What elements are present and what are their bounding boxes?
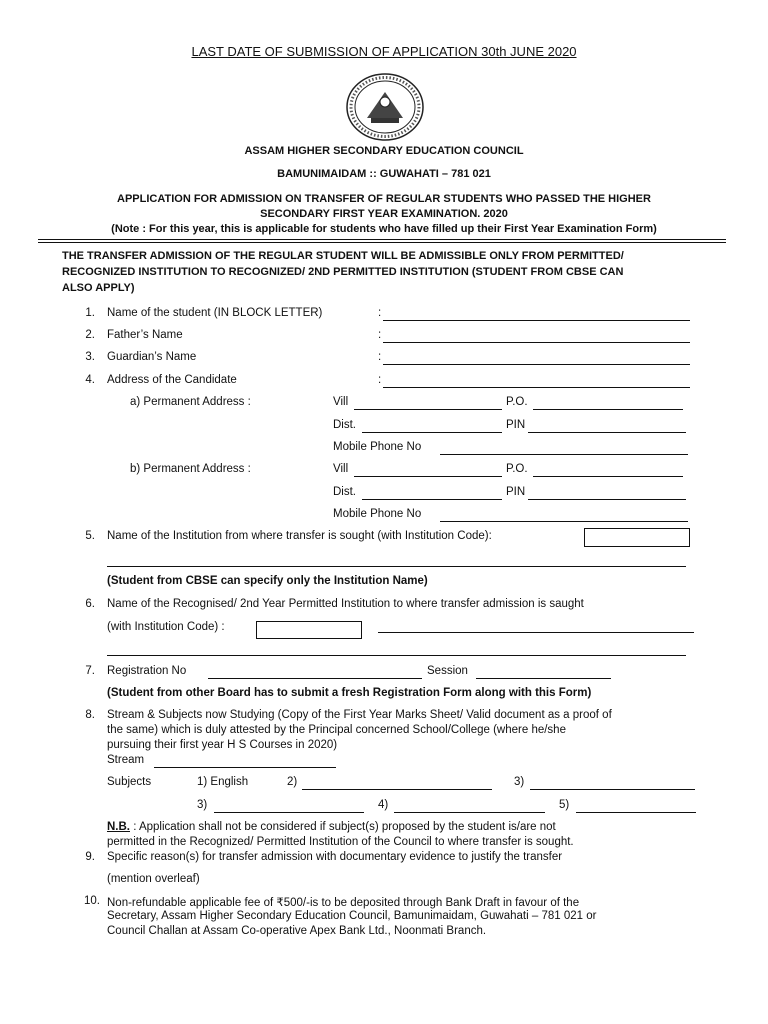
registration-label: Registration No xyxy=(107,665,187,677)
other-board-note: (Student from other Board has to submit a fresh Registration Form along with this Form) xyxy=(107,687,592,699)
form-title-line1: APPLICATION FOR ADMISSION ON TRANSFER OF REGULAR STUDENTS WHO PASSED THE HIGHER xyxy=(117,193,651,205)
dist-label: Dist. xyxy=(333,419,356,431)
item-number: 3. xyxy=(85,351,95,363)
nb-note-line1 xyxy=(107,821,556,833)
stream-subjects-line3: pursuing their first year H S Courses in 2020) xyxy=(107,739,338,751)
colon: : xyxy=(378,351,382,363)
intro-line2: RECOGNIZED INSTITUTION TO RECOGNIZED/ 2ND PERMITTED INSTITUTION (STUDENT FROM CBSE CAN xyxy=(62,266,624,278)
subjects-label: Subjects xyxy=(107,776,152,788)
cbse-note: (Student from CBSE can specify only the Institution Name) xyxy=(107,575,428,587)
colon: : xyxy=(378,329,382,341)
intro-line1: THE TRANSFER ADMISSION OF THE REGULAR STUDENT WILL BE ADMISSIBLE ONLY FROM PERMITTED/ xyxy=(62,250,624,262)
subject-2-field[interactable] xyxy=(302,789,492,790)
student-name-field[interactable] xyxy=(383,320,690,321)
target-institution-field[interactable] xyxy=(378,632,694,633)
fee-line1: Non-refundable applicable fee of ₹500/-is to be deposited through Bank Draft in favour of the xyxy=(107,897,580,909)
council-seal-emblem xyxy=(345,72,425,142)
dist-field-b[interactable] xyxy=(362,499,502,500)
stream-field[interactable] xyxy=(154,767,336,768)
transfer-reason-label: Specific reason(s) for transfer admission with documentary evidence to justify the transfer xyxy=(107,851,563,863)
address-label: Address of the Candidate xyxy=(107,374,237,386)
registration-field[interactable] xyxy=(208,678,422,679)
pin-label: PIN xyxy=(506,486,526,498)
subject-3-label: 3) xyxy=(514,776,525,788)
subject-1-english: 1) English xyxy=(197,776,249,788)
po-field-a[interactable] xyxy=(533,409,683,410)
mobile-label: Mobile Phone No xyxy=(333,508,422,520)
council-name: ASSAM HIGHER SECONDARY EDUCATION COUNCIL xyxy=(244,145,524,157)
nb-text: : Application shall not be considered if subject(s) proposed by the student is/are not xyxy=(130,821,556,833)
target-institution-code-box[interactable] xyxy=(256,621,362,639)
student-name-label: Name of the student (IN BLOCK LETTER) xyxy=(107,307,323,319)
pin-field-b[interactable] xyxy=(528,499,686,500)
subject-4-label: 4) xyxy=(378,799,389,811)
mobile-label: Mobile Phone No xyxy=(333,441,422,453)
item-number: 5. xyxy=(85,530,95,542)
permanent-address-b-label: b) Permanent Address : xyxy=(130,463,251,475)
item-number: 4. xyxy=(85,374,95,386)
pin-label: PIN xyxy=(506,419,526,431)
dist-field-a[interactable] xyxy=(362,432,502,433)
subject-4-field[interactable] xyxy=(394,812,545,813)
item-number: 8. xyxy=(85,709,95,721)
po-field-b[interactable] xyxy=(533,476,683,477)
vill-field-a[interactable] xyxy=(354,409,502,410)
father-name-label: Father’s Name xyxy=(107,329,183,341)
institution-code-label: (with Institution Code) : xyxy=(107,621,225,633)
subject-5-label: 5) xyxy=(559,799,570,811)
council-address: BAMUNIMAIDAM :: GUWAHATI – 781 021 xyxy=(277,168,491,180)
fee-line2: Secretary, Assam Higher Secondary Education Council, Bamunimaidam, Guwahati – 781 021 or xyxy=(107,910,597,922)
mobile-field-a[interactable] xyxy=(440,454,688,455)
po-label: P.O. xyxy=(506,396,528,408)
colon: : xyxy=(378,307,382,319)
item-number: 7. xyxy=(85,665,95,677)
po-label: P.O. xyxy=(506,463,528,475)
pin-field-a[interactable] xyxy=(528,432,686,433)
mention-overleaf: (mention overleaf) xyxy=(107,873,200,885)
deadline-heading: LAST DATE OF SUBMISSION OF APPLICATION 30th JUNE 2020 xyxy=(191,44,577,59)
vill-field-b[interactable] xyxy=(354,476,502,477)
form-title-line2: SECONDARY FIRST YEAR EXAMINATION. 2020 xyxy=(260,208,508,220)
address-field[interactable] xyxy=(383,387,690,388)
session-field[interactable] xyxy=(476,678,611,679)
subject-3b-field[interactable] xyxy=(214,812,364,813)
vill-label: Vill xyxy=(333,396,349,408)
stream-subjects-line2: the same) which is duly attested by the Principal concerned School/College (where he/she xyxy=(107,724,566,736)
permanent-address-a-label: a) Permanent Address : xyxy=(130,396,251,408)
item-number: 10. xyxy=(84,895,100,907)
colon: : xyxy=(378,374,382,386)
subject-3b-label: 3) xyxy=(197,799,208,811)
mobile-field-b[interactable] xyxy=(440,521,688,522)
item-number: 2. xyxy=(85,329,95,341)
vill-label: Vill xyxy=(333,463,349,475)
target-institution-field-2[interactable] xyxy=(107,655,686,656)
divider-bottom xyxy=(38,242,726,243)
form-note: (Note : For this year, this is applicable for students who have filled up their First Year Examination Form) xyxy=(111,223,657,235)
item-number: 9. xyxy=(85,851,95,863)
subject-2-label: 2) xyxy=(287,776,298,788)
subject-5-field[interactable] xyxy=(576,812,696,813)
item-number: 6. xyxy=(85,598,95,610)
source-institution-code-box[interactable] xyxy=(584,528,690,547)
stream-subjects-line1: Stream & Subjects now Studying (Copy of the First Year Marks Sheet/ Valid document as a proof of xyxy=(107,709,612,721)
item-number: 1. xyxy=(85,307,95,319)
source-institution-field[interactable] xyxy=(107,566,686,567)
divider-top xyxy=(38,239,726,240)
dist-label: Dist. xyxy=(333,486,356,498)
guardian-name-label: Guardian’s Name xyxy=(107,351,197,363)
source-institution-label: Name of the Institution from where transfer is sought (with Institution Code): xyxy=(107,530,492,542)
nb-note-line2: permitted in the Recognized/ Permitted Institution of the Council to where transfer is sought. xyxy=(107,836,574,848)
guardian-name-field[interactable] xyxy=(383,364,690,365)
father-name-field[interactable] xyxy=(383,342,690,343)
stream-label: Stream xyxy=(107,754,145,766)
nb-label: N.B. xyxy=(107,821,130,833)
subject-3-field[interactable] xyxy=(530,789,695,790)
target-institution-label: Name of the Recognised/ 2nd Year Permitted Institution to where transfer admission is saught xyxy=(107,598,584,610)
fee-line3: Council Challan at Assam Co-operative Apex Bank Ltd., Noonmati Branch. xyxy=(107,925,487,937)
session-label: Session xyxy=(427,665,468,677)
intro-line3: ALSO APPLY) xyxy=(62,282,135,294)
